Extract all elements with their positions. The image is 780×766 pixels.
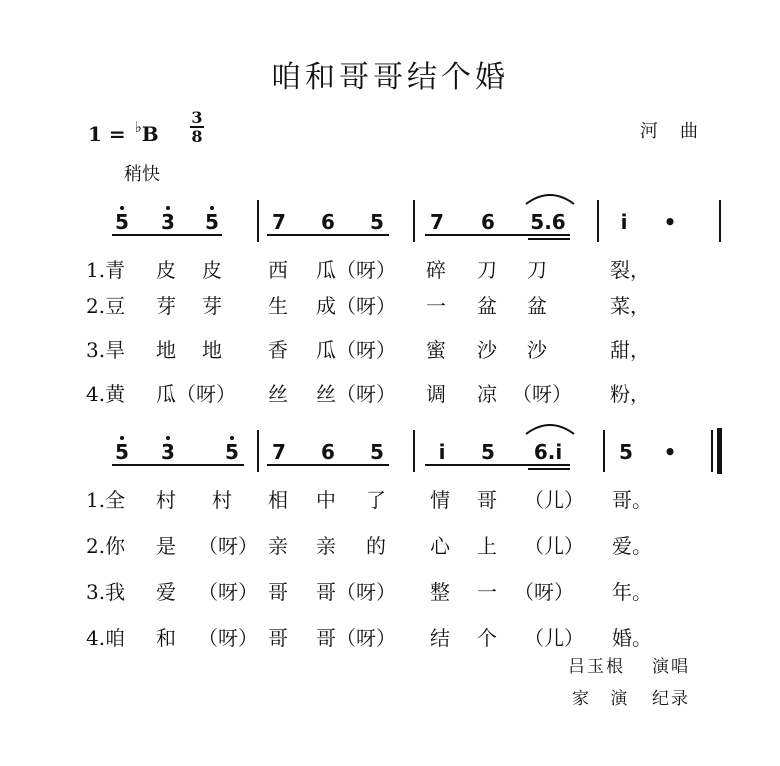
lyric: 3.我 bbox=[86, 580, 126, 604]
octave-dot bbox=[120, 436, 124, 440]
final-barline-thick bbox=[717, 428, 722, 474]
lyric: 4.咱 bbox=[86, 626, 126, 650]
lyric: 心 bbox=[430, 534, 450, 558]
note: i bbox=[438, 440, 446, 464]
meter-top: 3 bbox=[191, 108, 203, 127]
barline bbox=[257, 430, 259, 472]
lyric: 沙 bbox=[477, 338, 497, 362]
song-origin: 河曲 bbox=[640, 121, 720, 142]
lyric: 中 bbox=[316, 488, 336, 512]
barline bbox=[603, 430, 605, 472]
lyric: 粉， bbox=[610, 382, 650, 406]
lyric: 刀 bbox=[477, 258, 497, 282]
octave-dot bbox=[166, 436, 170, 440]
time-signature bbox=[190, 110, 204, 144]
note: 5 bbox=[370, 210, 384, 234]
lyric: 1.青 bbox=[86, 258, 126, 282]
note: 7 bbox=[430, 210, 444, 234]
lyric: 上 bbox=[477, 534, 497, 558]
lyric: 哥 bbox=[268, 626, 288, 650]
lyric: 芽 bbox=[156, 294, 176, 318]
recorder-role: 纪录 bbox=[652, 689, 690, 709]
recorder-name: 家 演 bbox=[572, 689, 636, 709]
note: 5 bbox=[205, 210, 219, 234]
lyric: （儿） bbox=[524, 534, 584, 558]
lyric: 裂， bbox=[610, 258, 650, 282]
lyric: 婚。 bbox=[612, 626, 652, 650]
barline bbox=[597, 200, 599, 242]
key-prefix: 1 = bbox=[88, 122, 133, 146]
lyric: 碎 bbox=[426, 258, 446, 282]
octave-dot bbox=[230, 436, 234, 440]
barline bbox=[413, 430, 415, 472]
lyric: （呀） bbox=[198, 534, 258, 558]
lyric: 哥（呀） bbox=[316, 580, 396, 604]
lyric: （儿） bbox=[524, 488, 584, 512]
note: 7 bbox=[272, 440, 286, 464]
lyric: 盆 bbox=[527, 294, 547, 318]
note: 5.6 bbox=[530, 210, 566, 234]
note: 5 bbox=[370, 440, 384, 464]
slur bbox=[524, 190, 576, 206]
note: 5 bbox=[481, 440, 495, 464]
note: 3 bbox=[161, 210, 175, 234]
lyric: 沙 bbox=[527, 338, 547, 362]
note: 6 bbox=[321, 440, 335, 464]
note: 5 bbox=[225, 440, 239, 464]
lyric: 调 bbox=[426, 382, 446, 406]
lyric: 村 bbox=[156, 488, 176, 512]
note: 6 bbox=[481, 210, 495, 234]
lyric: 哥。 bbox=[612, 488, 652, 512]
lyric: （呀） bbox=[198, 626, 258, 650]
lyric: 4.黄 bbox=[86, 382, 126, 406]
octave-dot bbox=[210, 206, 214, 210]
lyric: （呀） bbox=[198, 580, 258, 604]
lyric: 盆 bbox=[477, 294, 497, 318]
note: 5 bbox=[619, 440, 633, 464]
lyric: 哥（呀） bbox=[316, 626, 396, 650]
singer-name: 吕玉根 bbox=[568, 657, 625, 677]
barline bbox=[413, 200, 415, 242]
lyric: 的 bbox=[366, 534, 386, 558]
lyric: 和 bbox=[156, 626, 176, 650]
note: 6 bbox=[321, 210, 335, 234]
lyric: 菜， bbox=[610, 294, 650, 318]
octave-dot bbox=[120, 206, 124, 210]
lyric: 香 bbox=[268, 338, 288, 362]
lyric: 丝 bbox=[268, 382, 288, 406]
lyric: （呀） bbox=[514, 580, 574, 604]
lyric: 亲 bbox=[316, 534, 336, 558]
lyric: （呀） bbox=[512, 382, 572, 406]
song-title: 咱和哥哥结个婚 bbox=[271, 60, 509, 95]
note: • bbox=[663, 440, 677, 464]
lyric: 甜， bbox=[610, 338, 650, 362]
beam bbox=[112, 464, 244, 466]
lyric: 结 bbox=[430, 626, 450, 650]
lyric: 3.旱 bbox=[86, 338, 126, 362]
barline bbox=[719, 200, 721, 242]
flat-sign: ♭ bbox=[134, 118, 142, 136]
lyric: 2.豆 bbox=[86, 294, 126, 318]
note: • bbox=[663, 210, 677, 234]
lyric: 凉 bbox=[477, 382, 497, 406]
lyric: （儿） bbox=[524, 626, 584, 650]
beam bbox=[425, 464, 570, 466]
lyric: 情 bbox=[430, 488, 450, 512]
lyric: 瓜（呀） bbox=[316, 338, 396, 362]
lyric: 皮 bbox=[202, 258, 222, 282]
lyric: 村 bbox=[212, 488, 232, 512]
lyric: 地 bbox=[156, 338, 176, 362]
lyric: 芽 bbox=[202, 294, 222, 318]
beam bbox=[267, 464, 389, 466]
lyric: 瓜（呀） bbox=[156, 382, 236, 406]
note: 7 bbox=[272, 210, 286, 234]
lyric: 地 bbox=[202, 338, 222, 362]
lyric: 生 bbox=[268, 294, 288, 318]
tempo-marking: 稍快 bbox=[124, 164, 160, 185]
note: 6.i bbox=[533, 440, 563, 464]
note: 5 bbox=[115, 210, 129, 234]
lyric: 成（呀） bbox=[316, 294, 396, 318]
lyric: 整 bbox=[430, 580, 450, 604]
key-note: B bbox=[141, 122, 159, 146]
beam bbox=[425, 234, 570, 236]
note: i bbox=[620, 210, 628, 234]
lyric: 西 bbox=[268, 258, 288, 282]
octave-dot bbox=[166, 206, 170, 210]
lyric: 是 bbox=[156, 534, 176, 558]
singer-role: 演唱 bbox=[652, 657, 690, 677]
lyric: 相 bbox=[268, 488, 288, 512]
lyric: 亲 bbox=[268, 534, 288, 558]
lyric: 2.你 bbox=[86, 534, 126, 558]
final-barline-thin bbox=[711, 430, 713, 472]
lyric: 哥 bbox=[477, 488, 497, 512]
slur bbox=[524, 420, 576, 436]
lyric: 哥 bbox=[268, 580, 288, 604]
lyric: 瓜（呀） bbox=[316, 258, 396, 282]
beam bbox=[267, 234, 389, 236]
lyric: 一 bbox=[426, 294, 446, 318]
key-signature bbox=[88, 118, 159, 146]
lyric: 爱。 bbox=[612, 534, 652, 558]
lyric: 爱 bbox=[156, 580, 176, 604]
lyric: 个 bbox=[477, 626, 497, 650]
barline bbox=[257, 200, 259, 242]
note: 5 bbox=[115, 440, 129, 464]
lyric: 年。 bbox=[612, 580, 652, 604]
beam bbox=[528, 468, 570, 470]
beam bbox=[112, 234, 222, 236]
lyric: 1.全 bbox=[86, 488, 126, 512]
lyric: 丝（呀） bbox=[316, 382, 396, 406]
meter-bottom: 8 bbox=[191, 127, 203, 146]
lyric: 蜜 bbox=[426, 338, 446, 362]
lyric: 皮 bbox=[156, 258, 176, 282]
lyric: 一 bbox=[477, 580, 497, 604]
lyric: 了 bbox=[366, 488, 386, 512]
beam bbox=[528, 238, 570, 240]
note: 3 bbox=[161, 440, 175, 464]
lyric: 刀 bbox=[527, 258, 547, 282]
